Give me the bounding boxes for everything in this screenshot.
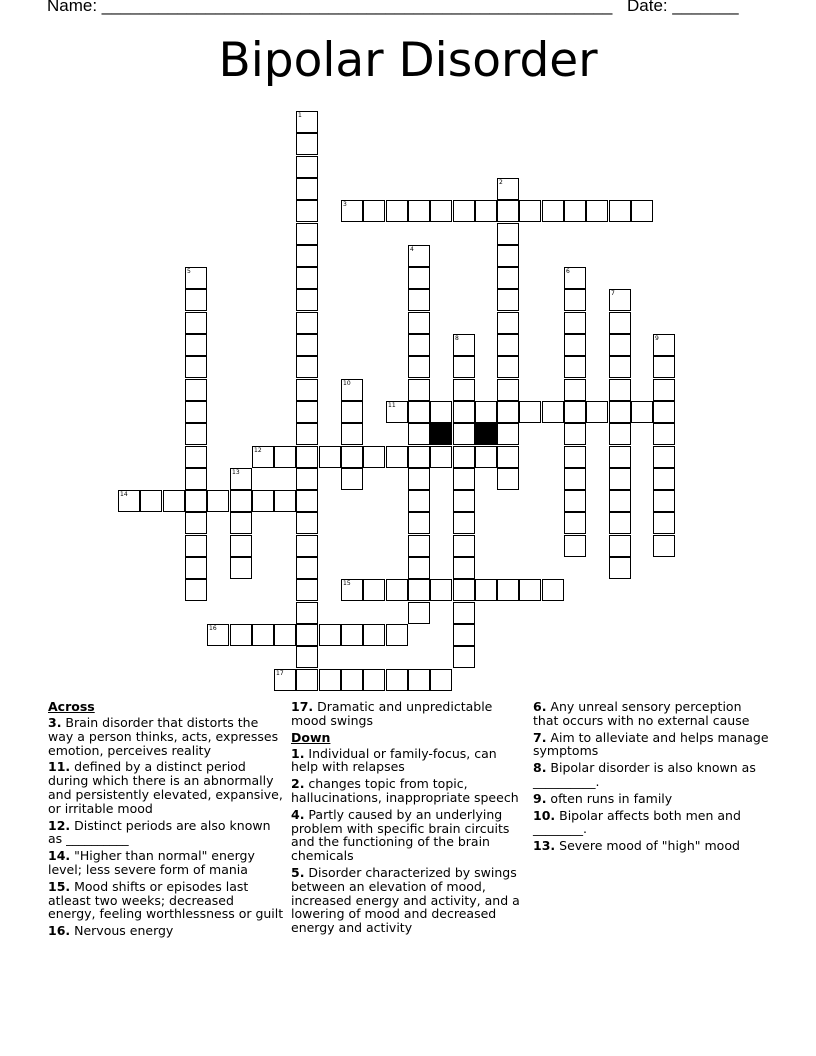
- crossword-cell[interactable]: [296, 669, 318, 691]
- clue-text: Mood shifts or episodes last atleast two weeks; decreased energy, feeling worthlessness or guilt: [48, 878, 284, 922]
- crossword-cell[interactable]: [453, 535, 475, 557]
- clue-number-label: 6: [566, 268, 570, 275]
- crossword-cell[interactable]: [564, 334, 586, 356]
- clue-text: Severe mood of "high" mood: [555, 838, 740, 854]
- crossword-cell[interactable]: [497, 423, 519, 445]
- clue-number: 7.: [533, 729, 547, 745]
- crossword-cell[interactable]: [564, 200, 586, 222]
- crossword-cell[interactable]: [408, 267, 430, 289]
- crossword-cell[interactable]: [497, 200, 519, 222]
- crossword-cell[interactable]: [408, 289, 430, 311]
- crossword-cell[interactable]: [296, 178, 318, 200]
- crossword-cell[interactable]: [408, 446, 430, 468]
- clue-number-label: 7: [611, 290, 615, 297]
- crossword-cell[interactable]: [653, 535, 675, 557]
- crossword-cell[interactable]: [609, 401, 631, 423]
- clues-column-3: [533, 700, 769, 856]
- crossword-cell[interactable]: [408, 334, 430, 356]
- crossword-cell[interactable]: [408, 669, 430, 691]
- crossword-cell[interactable]: [453, 446, 475, 468]
- clue-number-label: 12: [254, 447, 262, 454]
- crossword-cell[interactable]: [319, 624, 341, 646]
- crossword-cell[interactable]: [363, 446, 385, 468]
- crossword-cell[interactable]: [609, 379, 631, 401]
- crossword-cell[interactable]: [296, 267, 318, 289]
- crossword-cell[interactable]: [386, 624, 408, 646]
- black-square: [475, 423, 497, 445]
- crossword-cell[interactable]: [296, 468, 318, 490]
- crossword-cell[interactable]: [519, 401, 541, 423]
- clue-item: [48, 880, 284, 921]
- crossword-cell[interactable]: [230, 512, 252, 534]
- crossword-cell[interactable]: [386, 446, 408, 468]
- crossword-cell[interactable]: [296, 312, 318, 334]
- clue-number-label: 11: [388, 402, 396, 409]
- crossword-cell[interactable]: [609, 490, 631, 512]
- crossword-cell[interactable]: [631, 401, 653, 423]
- crossword-cell[interactable]: [519, 579, 541, 601]
- crossword-cell[interactable]: [609, 312, 631, 334]
- clue-number-label: 5: [187, 268, 191, 275]
- crossword-cell[interactable]: [341, 401, 363, 423]
- crossword-cell[interactable]: [274, 624, 296, 646]
- crossword-cell[interactable]: [564, 490, 586, 512]
- crossword-cell[interactable]: [140, 490, 162, 512]
- crossword-cell[interactable]: [207, 490, 229, 512]
- clue-number-label: 4: [410, 246, 414, 253]
- clue-number: 15.: [48, 878, 71, 894]
- crossword-cell[interactable]: [408, 602, 430, 624]
- crossword-cell[interactable]: [497, 223, 519, 245]
- crossword-cell[interactable]: [296, 646, 318, 668]
- crossword-cell[interactable]: [185, 446, 207, 468]
- crossword-cell[interactable]: [653, 446, 675, 468]
- clue-item: [48, 760, 284, 815]
- crossword-cell[interactable]: [296, 512, 318, 534]
- crossword-cell[interactable]: [453, 200, 475, 222]
- crossword-cell[interactable]: [252, 490, 274, 512]
- crossword-cell[interactable]: [185, 490, 207, 512]
- clue-item: [291, 700, 527, 728]
- crossword-cell[interactable]: [609, 535, 631, 557]
- crossword-cell[interactable]: [296, 133, 318, 155]
- clue-number: 2.: [291, 776, 305, 792]
- crossword-cell[interactable]: [564, 379, 586, 401]
- crossword-cell[interactable]: [453, 379, 475, 401]
- clue-text: Nervous energy: [70, 923, 174, 939]
- crossword-cell[interactable]: [185, 289, 207, 311]
- crossword-cell[interactable]: [296, 245, 318, 267]
- crossword-cell[interactable]: [408, 579, 430, 601]
- clue-text: Disorder characterized by swings between an elevation of mood, increased energy and activity, and a lowering of mood and decreased energy and activity: [291, 864, 520, 936]
- crossword-cell[interactable]: [609, 200, 631, 222]
- clue-item: [533, 731, 769, 759]
- crossword-cell[interactable]: [453, 401, 475, 423]
- clue-number: 12.: [48, 817, 71, 833]
- crossword-cell[interactable]: [185, 579, 207, 601]
- clue-text: Brain disorder that distorts the way a person thinks, acts, expresses emotion, perceives reality: [48, 715, 279, 758]
- crossword-cell[interactable]: [185, 379, 207, 401]
- clue-number-label: 3: [343, 201, 347, 208]
- crossword-cell[interactable]: [296, 223, 318, 245]
- clue-item: [48, 819, 284, 847]
- clue-number: 9.: [533, 790, 547, 806]
- crossword-cell[interactable]: [564, 512, 586, 534]
- crossword-cell[interactable]: [408, 200, 430, 222]
- crossword-cell[interactable]: [609, 356, 631, 378]
- clue-text: Bipolar affects both men and ________.: [533, 807, 741, 837]
- crossword-cell[interactable]: [341, 624, 363, 646]
- clue-number: 13.: [533, 838, 556, 854]
- crossword-cell[interactable]: [185, 468, 207, 490]
- clue-number: 11.: [48, 759, 71, 775]
- clue-item: [533, 792, 769, 806]
- clue-number-label: 17: [276, 670, 284, 677]
- crossword-cell[interactable]: [408, 379, 430, 401]
- crossword-cell[interactable]: [430, 446, 452, 468]
- crossword-cell[interactable]: [185, 557, 207, 579]
- crossword-cell[interactable]: [453, 356, 475, 378]
- clue-item: [533, 700, 769, 728]
- crossword-cell[interactable]: [564, 446, 586, 468]
- crossword-cell[interactable]: [386, 579, 408, 601]
- clue-text: often runs in family: [546, 790, 673, 806]
- crossword-cell[interactable]: [408, 557, 430, 579]
- crossword-cell[interactable]: [653, 356, 675, 378]
- crossword-cell[interactable]: [475, 446, 497, 468]
- clue-number: 14.: [48, 848, 71, 864]
- crossword-cell[interactable]: [631, 200, 653, 222]
- crossword-cell[interactable]: [453, 579, 475, 601]
- clue-number-label: 13: [232, 469, 240, 476]
- crossword-cell[interactable]: [430, 200, 452, 222]
- crossword-cell[interactable]: [609, 423, 631, 445]
- crossword-cell[interactable]: [296, 200, 318, 222]
- crossword-cell[interactable]: [363, 200, 385, 222]
- crossword-cell[interactable]: [475, 401, 497, 423]
- clue-text: Partly caused by an underlying problem with specific brain circuits and the functioning of the brain chemicals: [291, 806, 510, 864]
- crossword-cell[interactable]: [542, 401, 564, 423]
- crossword-cell[interactable]: [564, 289, 586, 311]
- clue-number-label: 10: [343, 380, 351, 387]
- crossword-cell[interactable]: [497, 245, 519, 267]
- crossword-cell[interactable]: [185, 312, 207, 334]
- crossword-cell[interactable]: [564, 535, 586, 557]
- clue-text: Bipolar disorder is also known as __________.: [533, 760, 756, 789]
- crossword-cell[interactable]: [296, 446, 318, 468]
- crossword-cell[interactable]: [564, 468, 586, 490]
- crossword-cell[interactable]: [363, 669, 385, 691]
- clue-item: [533, 839, 769, 853]
- black-square: [430, 423, 452, 445]
- crossword-cell[interactable]: [163, 490, 185, 512]
- crossword-cell[interactable]: [408, 535, 430, 557]
- clue-number: 16.: [48, 923, 71, 939]
- crossword-cell[interactable]: [497, 312, 519, 334]
- crossword-cell[interactable]: [564, 423, 586, 445]
- crossword-cell[interactable]: [386, 200, 408, 222]
- crossword-cell[interactable]: [185, 535, 207, 557]
- crossword-cell[interactable]: [453, 490, 475, 512]
- clue-item: [533, 761, 769, 789]
- clue-text: defined by a distinct period during which there is an abnormally and persistently elevated, expansive, or irritable mood: [48, 759, 283, 816]
- crossword-cell[interactable]: [453, 423, 475, 445]
- name-field[interactable]: Name: ______________________________________________________: [47, 0, 613, 15]
- crossword-cell[interactable]: [252, 624, 274, 646]
- clue-text: Distinct periods are also known as __________: [48, 817, 271, 847]
- crossword-cell[interactable]: [609, 468, 631, 490]
- clue-number: 6.: [533, 699, 547, 714]
- crossword-cell[interactable]: [274, 446, 296, 468]
- clues-column-1: [48, 700, 284, 941]
- crossword-cell[interactable]: [564, 312, 586, 334]
- crossword-cell[interactable]: [453, 602, 475, 624]
- clue-text: Individual or family-focus, can help with relapses: [291, 745, 497, 775]
- clue-number: 10.: [533, 807, 556, 823]
- clue-number: 1.: [291, 745, 305, 761]
- crossword-cell[interactable]: [296, 557, 318, 579]
- clue-number-label: 9: [655, 335, 659, 342]
- crossword-cell[interactable]: [497, 356, 519, 378]
- crossword-cell[interactable]: [185, 512, 207, 534]
- crossword-cell[interactable]: [497, 401, 519, 423]
- crossword-cell[interactable]: [363, 624, 385, 646]
- crossword-cell[interactable]: [296, 401, 318, 423]
- clue-item: [48, 849, 284, 877]
- crossword-cell[interactable]: [653, 468, 675, 490]
- clue-item: [48, 716, 284, 757]
- crossword-cell[interactable]: [564, 356, 586, 378]
- crossword-cell[interactable]: [408, 401, 430, 423]
- crossword-cell[interactable]: [653, 512, 675, 534]
- date-field[interactable]: Date: _______: [627, 0, 739, 15]
- crossword-cell[interactable]: [363, 579, 385, 601]
- crossword-cell[interactable]: [497, 446, 519, 468]
- crossword-cell[interactable]: [453, 557, 475, 579]
- page-title: Bipolar Disorder: [218, 33, 598, 88]
- crossword-cell[interactable]: [564, 401, 586, 423]
- crossword-cell[interactable]: [586, 200, 608, 222]
- crossword-cell[interactable]: [185, 401, 207, 423]
- crossword-cell[interactable]: [341, 468, 363, 490]
- crossword-cell[interactable]: [408, 490, 430, 512]
- crossword-cell[interactable]: [230, 557, 252, 579]
- crossword-cell[interactable]: [296, 602, 318, 624]
- crossword-cell[interactable]: [609, 557, 631, 579]
- clues-column-2: [291, 700, 527, 938]
- clue-text: Aim to alleviate and helps manage symptoms: [533, 729, 769, 759]
- crossword-cell[interactable]: [519, 200, 541, 222]
- crossword-cell[interactable]: [609, 512, 631, 534]
- crossword-cell[interactable]: [453, 624, 475, 646]
- clue-text: Any unreal sensory perception that occurs with no external cause: [533, 699, 750, 728]
- crossword-cell[interactable]: [609, 334, 631, 356]
- clue-number: 8.: [533, 760, 547, 776]
- crossword-cell[interactable]: [341, 423, 363, 445]
- crossword-cell[interactable]: [453, 646, 475, 668]
- crossword-cell[interactable]: [296, 156, 318, 178]
- crossword-cell[interactable]: [386, 669, 408, 691]
- clue-number: 17.: [291, 699, 314, 714]
- crossword-cell[interactable]: [408, 512, 430, 534]
- crossword-cell[interactable]: [497, 334, 519, 356]
- crossword-cell[interactable]: [341, 446, 363, 468]
- clue-item: [533, 809, 769, 837]
- crossword-cell[interactable]: [296, 289, 318, 311]
- crossword-cell[interactable]: [319, 446, 341, 468]
- crossword-cell[interactable]: [453, 468, 475, 490]
- crossword-cell[interactable]: [296, 490, 318, 512]
- crossword-cell[interactable]: [430, 401, 452, 423]
- clue-number-label: 1: [298, 112, 302, 119]
- crossword-cell[interactable]: [497, 267, 519, 289]
- clue-number-label: 16: [209, 625, 217, 632]
- crossword-cell[interactable]: [542, 200, 564, 222]
- crossword-cell[interactable]: [230, 535, 252, 557]
- crossword-cell[interactable]: [296, 356, 318, 378]
- crossword-cell[interactable]: [475, 579, 497, 601]
- clue-number-label: 8: [455, 335, 459, 342]
- crossword-cell[interactable]: [609, 446, 631, 468]
- crossword-cell[interactable]: [296, 423, 318, 445]
- across-heading: Across: [48, 699, 95, 714]
- clue-text: "Higher than normal" energy level; less severe form of mania: [48, 848, 255, 877]
- crossword-cell[interactable]: [453, 512, 475, 534]
- crossword-cell[interactable]: [296, 624, 318, 646]
- crossword-cell[interactable]: [230, 490, 252, 512]
- crossword-cell[interactable]: [408, 356, 430, 378]
- clue-number-label: 14: [120, 491, 128, 498]
- clue-number-label: 2: [499, 179, 503, 186]
- clue-text: Dramatic and unpredictable mood swings: [291, 699, 493, 728]
- crossword-cell[interactable]: [341, 669, 363, 691]
- crossword-cell[interactable]: [653, 401, 675, 423]
- crossword-cell[interactable]: [653, 423, 675, 445]
- clue-item: [291, 777, 527, 805]
- crossword-cell[interactable]: [497, 379, 519, 401]
- clue-number: 4.: [291, 806, 305, 822]
- crossword-cell[interactable]: [653, 379, 675, 401]
- clue-number-label: 15: [343, 580, 351, 587]
- crossword-cell[interactable]: [185, 334, 207, 356]
- crossword-cell[interactable]: [430, 669, 452, 691]
- crossword-cell[interactable]: [653, 490, 675, 512]
- down-heading: Down: [291, 729, 331, 745]
- crossword-cell[interactable]: [296, 535, 318, 557]
- crossword-cell[interactable]: [230, 624, 252, 646]
- crossword-cell[interactable]: [586, 401, 608, 423]
- clue-number: 5.: [291, 864, 305, 880]
- crossword-cell[interactable]: [296, 334, 318, 356]
- clue-item: [291, 866, 527, 935]
- crossword-cell[interactable]: [319, 669, 341, 691]
- crossword-cell[interactable]: [296, 379, 318, 401]
- clue-item: [291, 747, 527, 775]
- crossword-cell[interactable]: [542, 579, 564, 601]
- crossword-cell[interactable]: [497, 468, 519, 490]
- clue-item: [48, 924, 284, 938]
- crossword-cell[interactable]: [408, 468, 430, 490]
- crossword-cell[interactable]: [430, 579, 452, 601]
- clue-item: [291, 808, 527, 863]
- crossword-cell[interactable]: [408, 312, 430, 334]
- crossword-cell[interactable]: [408, 423, 430, 445]
- crossword-cell[interactable]: [185, 356, 207, 378]
- clue-text: changes topic from topic, hallucinations, inappropriate speech: [291, 776, 519, 805]
- crossword-cell[interactable]: [497, 579, 519, 601]
- crossword-cell[interactable]: [497, 289, 519, 311]
- crossword-cell[interactable]: [296, 579, 318, 601]
- crossword-cell[interactable]: [274, 490, 296, 512]
- crossword-cell[interactable]: [185, 423, 207, 445]
- clue-number: 3.: [48, 715, 62, 730]
- crossword-cell[interactable]: [475, 200, 497, 222]
